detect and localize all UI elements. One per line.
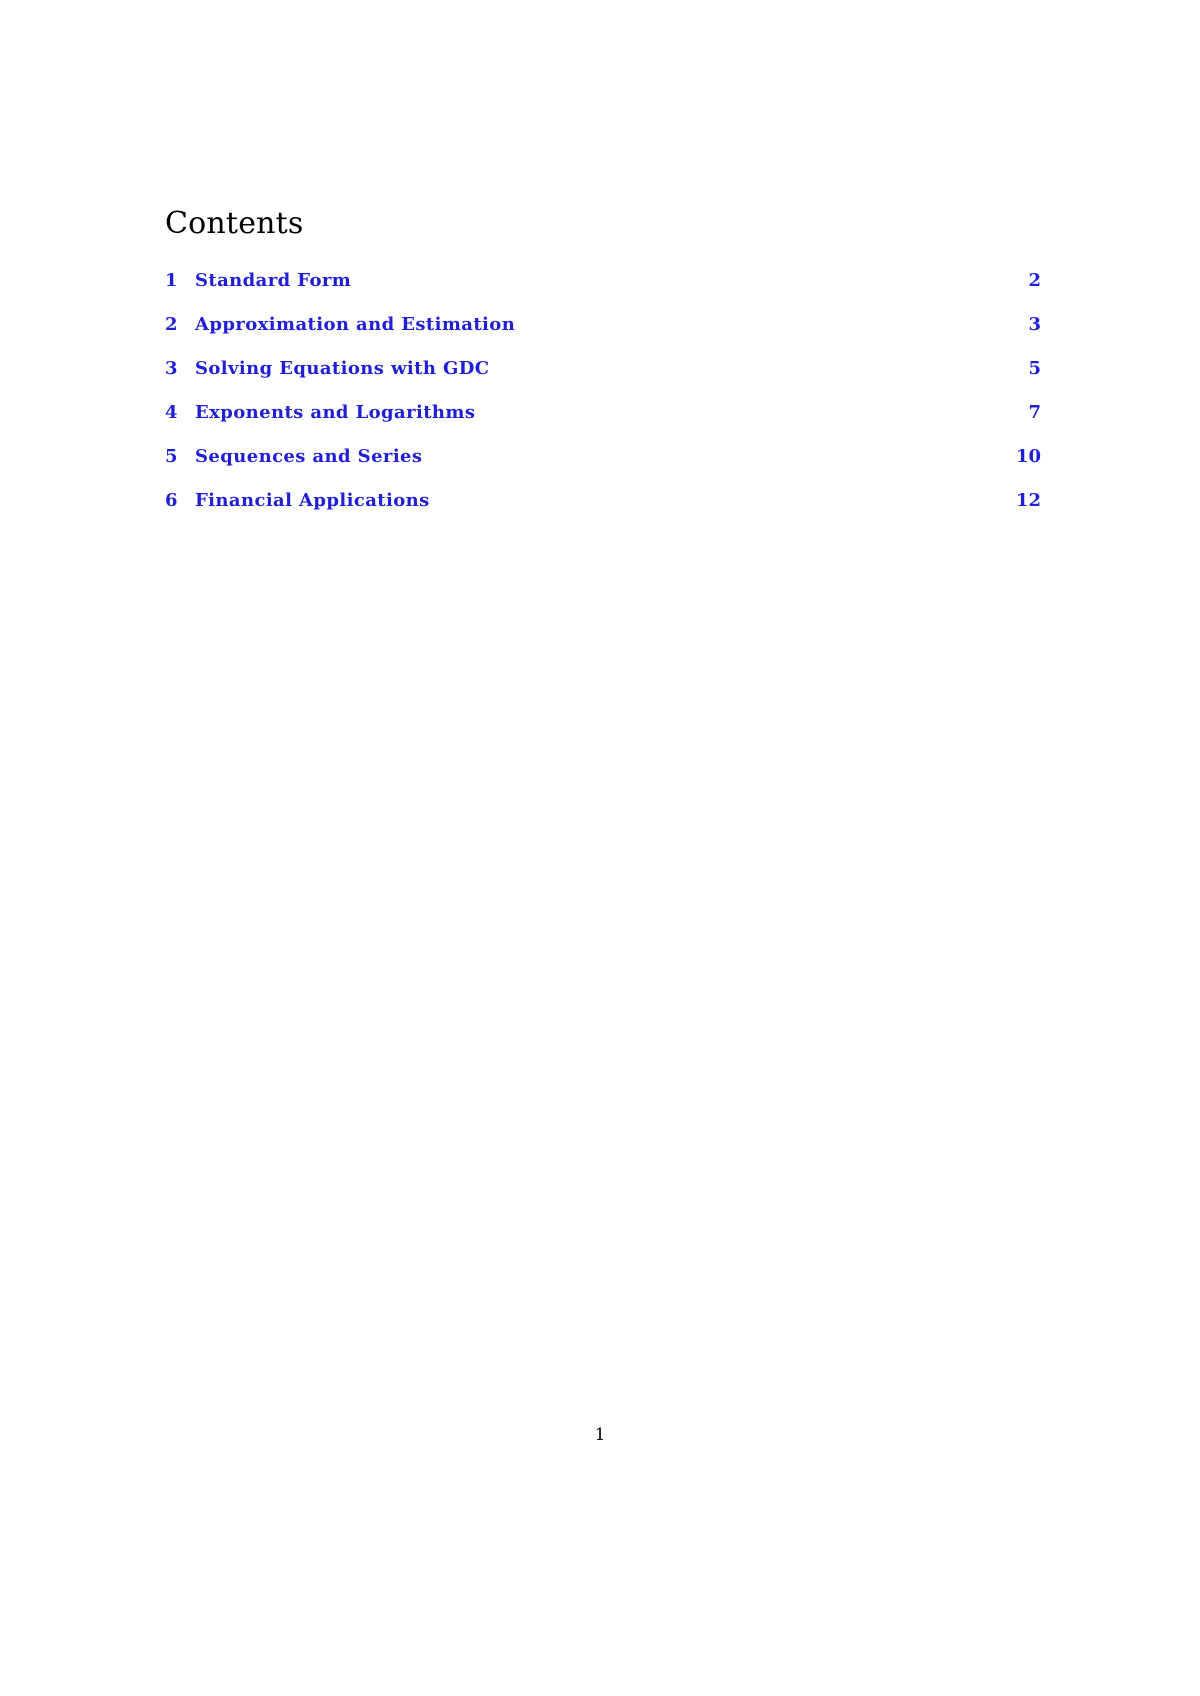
toc-entry-number: 6 bbox=[165, 489, 178, 511]
toc-entry-solving-equations-with-gdc[interactable] bbox=[165, 346, 1041, 390]
toc-entry-page: 10 bbox=[1015, 445, 1041, 467]
toc-entry-title: Standard Form bbox=[195, 269, 352, 291]
toc-entry-page: 3 bbox=[1028, 313, 1041, 335]
toc-entry-number: 4 bbox=[165, 401, 178, 423]
toc-entry-page: 2 bbox=[1028, 269, 1041, 291]
toc-entry-sequences-and-series[interactable] bbox=[165, 434, 1041, 478]
toc-entry-title: Exponents and Logarithms bbox=[195, 401, 476, 423]
toc-entry-page: 5 bbox=[1028, 357, 1041, 379]
toc-entry-title: Approximation and Estimation bbox=[195, 313, 516, 335]
toc-entry-standard-form[interactable] bbox=[165, 258, 1041, 302]
toc-entry-number: 3 bbox=[165, 357, 178, 379]
contents-heading: Contents bbox=[165, 206, 304, 241]
table-of-contents bbox=[165, 258, 1041, 522]
toc-entry-approximation-and-estimation[interactable] bbox=[165, 302, 1041, 346]
page-number: 1 bbox=[594, 1425, 606, 1445]
toc-entry-title: Financial Applications bbox=[195, 489, 430, 511]
toc-entry-number: 5 bbox=[165, 445, 178, 467]
toc-entry-page: 12 bbox=[1015, 489, 1041, 511]
toc-entry-exponents-and-logarithms[interactable] bbox=[165, 390, 1041, 434]
toc-entry-title: Solving Equations with GDC bbox=[195, 357, 490, 379]
toc-entry-number: 2 bbox=[165, 313, 178, 335]
toc-entry-title: Sequences and Series bbox=[195, 445, 423, 467]
toc-entry-page: 7 bbox=[1028, 401, 1041, 423]
toc-entry-financial-applications[interactable] bbox=[165, 478, 1041, 522]
toc-entry-number: 1 bbox=[165, 269, 178, 291]
